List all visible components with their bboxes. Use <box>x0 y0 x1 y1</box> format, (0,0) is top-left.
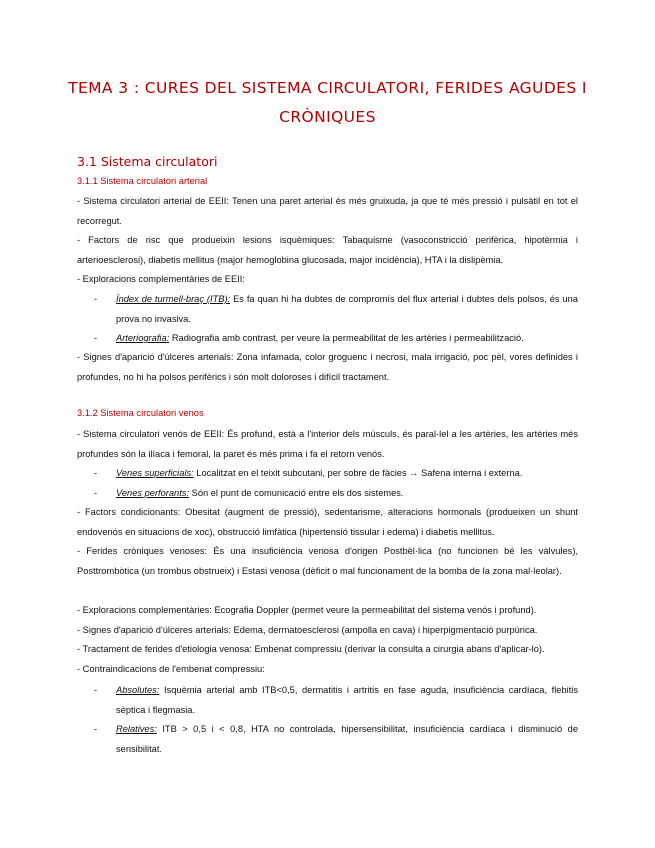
paragraph-contraindications: - Contraindicacions de l'embenat compressiu: <box>77 664 265 674</box>
superficial-veins-label: Venes superficials: <box>116 468 194 478</box>
bullet-marker: - <box>94 685 98 695</box>
document-title <box>40 74 615 132</box>
paragraph-venous-treatment: - Tractament de ferides d'etiologia venosa: Embenat compressiu (derivar la consulta a cirurgia abans d'aplicar-lo). <box>77 644 545 654</box>
arteriography-text: Radiografia amb contrast, per veure la permeabilitat de les artèries i permeabilització. <box>169 333 524 343</box>
perforating-veins-label: Venes perforants: <box>116 488 190 498</box>
paragraph-risk-factors: - Factors de risc que produeixin lesions isquèmiques: Tabaquisme (vasoconstricció perifèrica, hipotèrmia i arterioesclerosi), diabetis mellitus (major hemoglobina glucosada, major incidència), HTA i la dislipèmia. <box>77 235 578 265</box>
relative-text: ITB > 0,5 i < 0,8, HTA no controlada, hipersensibilitat, insuficiència cardíaca i disminució de sensibilitat. <box>116 724 578 754</box>
paragraph-explorations: - Exploracions complementàries de EEII: <box>77 274 245 284</box>
bullet-marker: - <box>94 724 98 734</box>
paragraph-venous-ulcer-signs: - Signes d'aparició d'úlceres arterials: Edema, dermatoesclerosi (ampolla en cava) i hiperpigmentació purpúrica. <box>77 625 538 635</box>
subsection-heading-arterial: 3.1.1 Sistema circulatori arterial <box>77 176 208 186</box>
section-heading: 3.1 Sistema circulatori <box>77 154 218 169</box>
superficial-veins-text: Localitzat en el teixit subcutani, per sobre de fàcies → Safena interna i externa. <box>193 468 523 478</box>
absolute-label: Absolutes: <box>116 685 160 695</box>
list-item-absolute <box>116 681 578 720</box>
list-item-relative <box>116 720 578 759</box>
paragraph-conditioning-factors: - Factors condicionants: Obesitat (augment de pressió), sedentarisme, alteracions hormonals (produeixen un shunt endovenós en situacions de xoc), obstrucció limfàtica (hipertensió tissular i edema) i diabetis mellitus. <box>77 507 578 537</box>
paragraph-arterial-ulcers: - Signes d'aparició d'úlceres arterials: Zona infamada, color groguenc i necrosi, mala irrigació, poc pèl, vores definides i profundes, no hi ha polsos perifèrics i són molt doloroses i difícil tractament. <box>77 352 578 382</box>
absolute-text: Isquèmia arterial amb ITB<0,5, dermatitis i artritis en fase aguda, insuficiència cardíaca, flebitis sèptica i flegmasia. <box>116 685 578 715</box>
list-item-superficial-veins <box>116 464 578 484</box>
list-item-perforating-veins <box>116 484 578 504</box>
arteriography-label: Arteriografia: <box>116 333 170 343</box>
paragraph-venous-explorations: - Exploracions complementàries: Ecografia Doppler (permet veure la permeabilitat del sistema venós i profund). <box>77 605 537 615</box>
subsection-heading-venous: 3.1.2 Sistema circulatori venos <box>77 408 204 418</box>
paragraph-arterial-system: - Sistema circulatori arterial de EEII: Tenen una paret arterial és més gruixuda, ja que té més pressió i pulsàtil en tot el recorregut. <box>77 196 578 226</box>
paragraph-chronic-venous-wounds: - Ferides cròniques venoses: És una insuficiència venosa d'origen Postbèl·lica (no funcionen bé les vàlvules), Posttrombòtica (un trombus obstrueix) i Estasi venosa (dèficit o mal funcionament de la bomba de la zona mal·leolar). <box>77 546 578 576</box>
perforating-veins-text: Són el punt de comunicació entre els dos sistemes. <box>189 488 404 498</box>
itb-text: Es fa quan hi ha dubtes de compromís del flux arterial i dubtes dels polsos, és una prova no invasiva. <box>116 294 578 324</box>
bullet-marker: - <box>94 333 98 343</box>
paragraph-venous-system: - Sistema circulatori venós de EEII: És profund, està a l'interior dels músculs, és paral·lel a les artèries, les artèries més profundes són la ilíaca i femoral, la paret és més prima i fa el retorn venós. <box>77 429 578 459</box>
bullet-marker: - <box>94 488 98 498</box>
list-item-itb <box>116 290 578 329</box>
bullet-marker: - <box>94 468 98 478</box>
title-line-1: TEMA 3 : CURES DEL SISTEMA CIRCULATORI, FERIDES AGUDES I <box>68 79 587 97</box>
title-line-2: CRÒNIQUES <box>279 108 376 126</box>
list-item-arteriography <box>116 329 578 349</box>
bullet-marker: - <box>94 294 98 304</box>
relative-label: Relatives: <box>116 724 157 734</box>
itb-label: Índex de turmell-braç (ITB): <box>116 294 231 304</box>
